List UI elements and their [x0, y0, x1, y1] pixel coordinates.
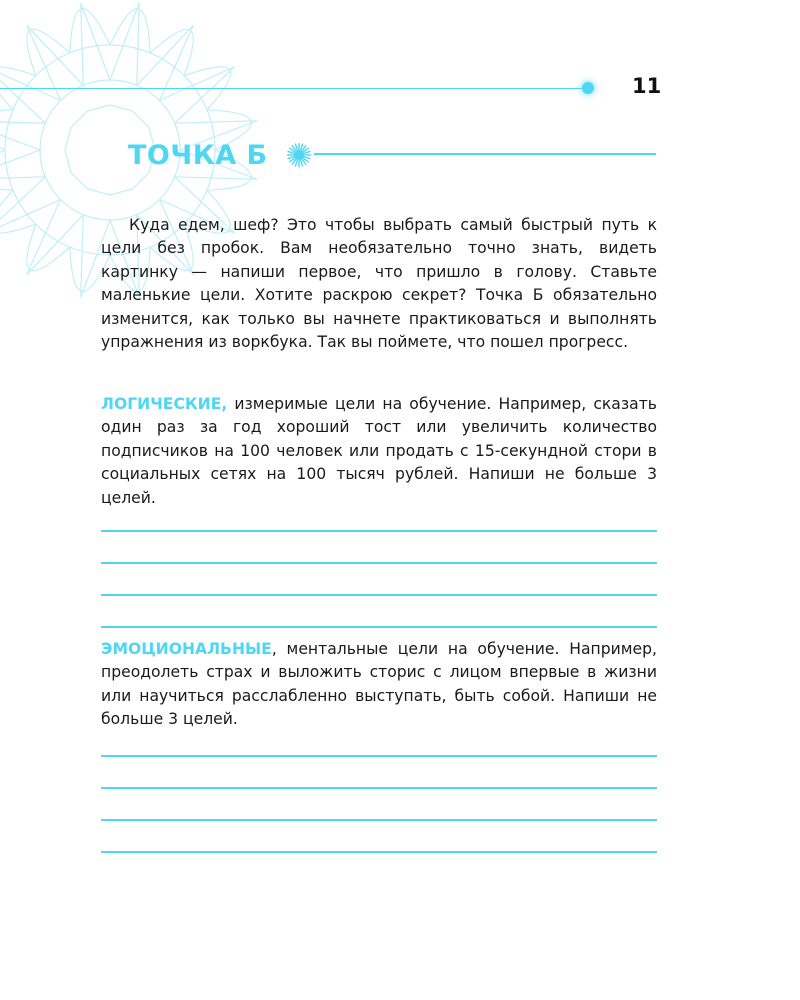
logical-goals-text: измеримые цели на обучение. Например, сказать один раз за год хороший тост или увеличить количество подписчиков на 100 человек или продать с 15-секундной стори в социальных сетях на 100 тысяч рублей. Напиши не больше 3 целей. [101, 395, 657, 507]
logical-answer-line-2[interactable] [101, 562, 657, 564]
emotional-answer-line-1[interactable] [101, 755, 657, 757]
title-rule [314, 153, 656, 155]
emotional-goals-text: , ментальные цели на обучение. Например, преодолеть страх и выложить сторис с лицом впервые в жизни или научиться расслабленно выступать, быть собой. Напиши не больше 3 целей. [101, 640, 657, 729]
intro-paragraph: Куда едем, шеф? Это чтобы выбрать самый быстрый путь к цели без пробок. Вам необязательно точно знать, видеть картинку — напиши первое, что пришло в голову. Ставьте маленькие цели. Хотите раскрою секрет? Точка Б обязательно изменится, как только вы начнете практиковаться и выполнять упражнения из воркбука. Так вы поймете, что пошел прогресс. [101, 216, 657, 352]
emotional-goals-label: ЭМОЦИОНАЛЬНЫЕ [101, 640, 272, 658]
header-dot-icon [582, 82, 594, 94]
logical-goals-label: ЛОГИЧЕСКИЕ, [101, 395, 228, 413]
logical-answer-line-3[interactable] [101, 594, 657, 596]
emotional-answer-line-4[interactable] [101, 851, 657, 853]
emotional-answer-line-3[interactable] [101, 819, 657, 821]
starburst-icon [284, 140, 314, 170]
header-rule [0, 88, 586, 89]
logical-goals-paragraph [101, 393, 657, 510]
page-number: 11 [632, 74, 662, 98]
emotional-goals-paragraph [101, 638, 657, 732]
logical-answer-line-1[interactable] [101, 530, 657, 532]
logical-answer-line-4[interactable] [101, 626, 657, 628]
page-title: ТОЧКА Б [128, 140, 268, 171]
emotional-answer-line-2[interactable] [101, 787, 657, 789]
